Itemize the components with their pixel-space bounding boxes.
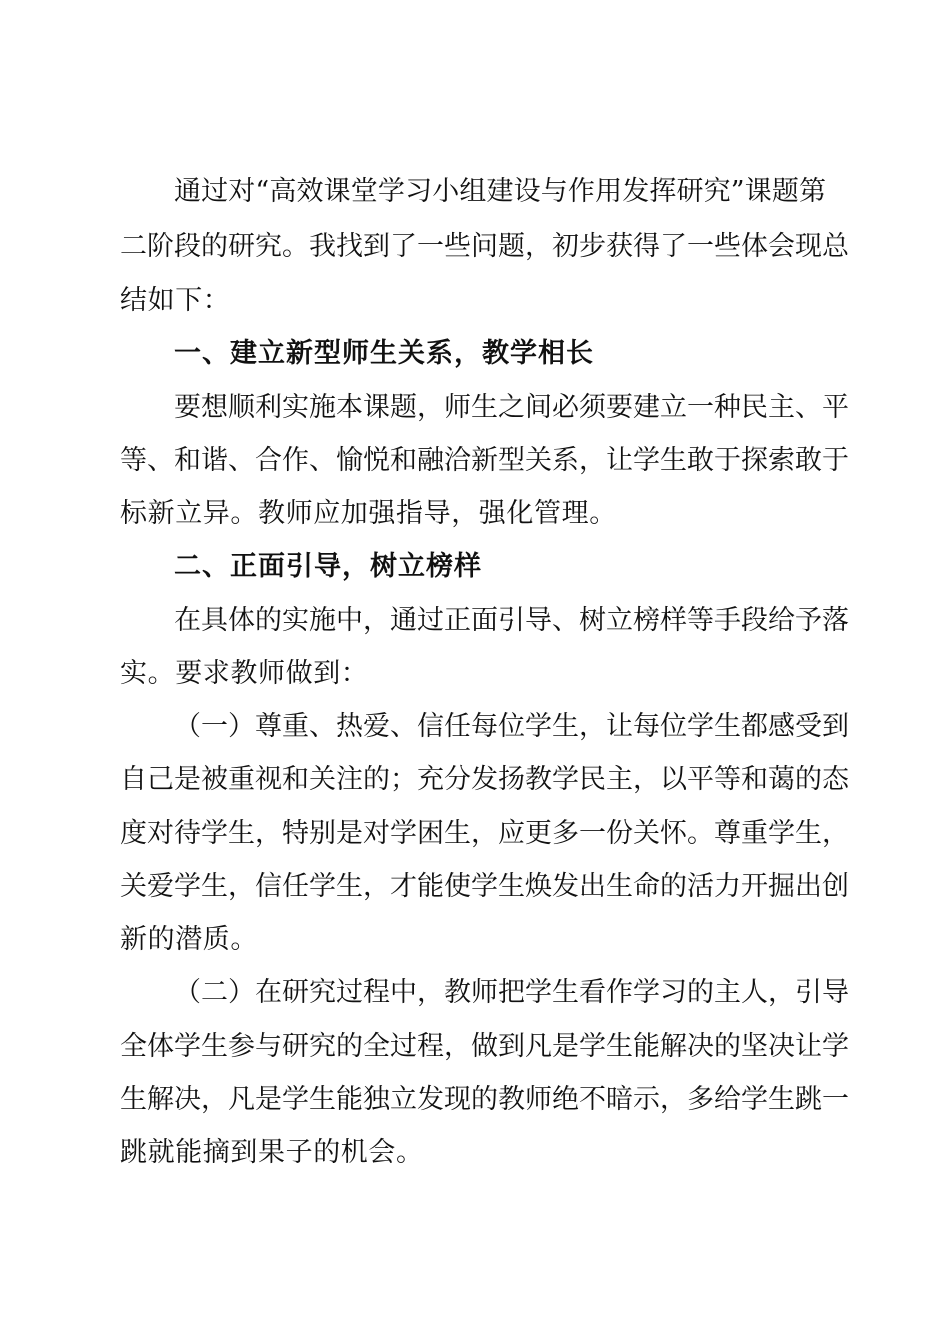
section-2-line-1: 在具体的实施中，通过正面引导、树立榜样等手段给予落 (174, 605, 849, 636)
section-2-line-2: 实。要求教师做到： (120, 658, 369, 689)
intro-line-3: 结如下： (120, 285, 231, 316)
item-2-line-1: （二）在研究过程中，教师把学生看作学习的主人，引导 (174, 977, 849, 1008)
section-2-heading: 二、正面引导，树立榜样 (174, 551, 482, 582)
item-1-line-1: （一）尊重、热爱、信任每位学生，让每位学生都感受到 (174, 711, 849, 742)
item-2-line-4: 跳就能摘到果子的机会。 (120, 1137, 424, 1168)
section-1-heading: 一、建立新型师生关系，教学相长 (174, 338, 594, 369)
item-2-line-3: 生解决，凡是学生能独立发现的教师绝不暗示，多给学生跳一 (120, 1084, 849, 1115)
section-1-line-1: 要想顺利实施本课题，师生之间必须要建立一种民主、平 (174, 392, 849, 423)
item-2-line-2: 全体学生参与研究的全过程，做到凡是学生能解决的坚决让学 (120, 1031, 849, 1062)
item-1-line-3: 度对待学生，特别是对学困生，应更多一份关怀。尊重学生， (120, 818, 849, 849)
item-1-line-2: 自己是被重视和关注的；充分发扬教学民主，以平等和蔼的态 (120, 764, 849, 795)
section-1-line-3: 标新立异。教师应加强指导，强化管理。 (120, 498, 617, 529)
intro-line-2: 二阶段的研究。我找到了一些问题，初步获得了一些体会现总 (120, 231, 849, 262)
item-1-line-5: 新的潜质。 (120, 924, 258, 955)
section-1-line-2: 等、和谐、合作、愉悦和融洽新型关系，让学生敢于探索敢于 (120, 445, 849, 476)
item-1-line-4: 关爱学生，信任学生，才能使学生焕发出生命的活力开掘出创 (120, 871, 849, 902)
intro-line-1: 通过对“高效课堂学习小组建设与作用发挥研究”课题第 (174, 176, 826, 207)
